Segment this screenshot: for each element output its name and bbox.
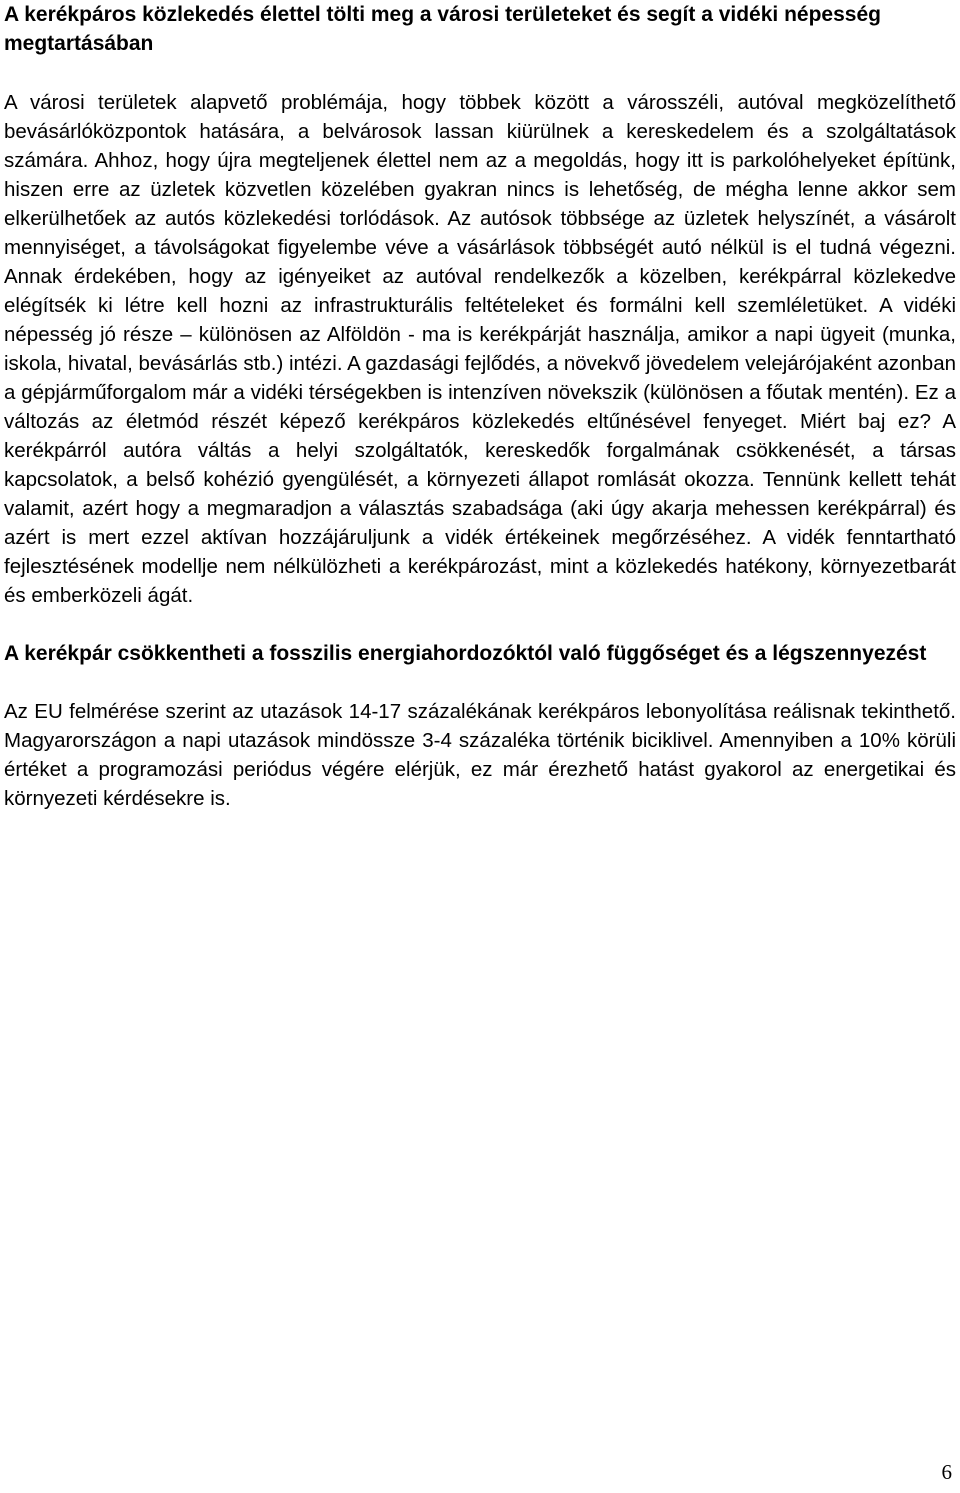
section-heading-fossil-fuels: A kerékpár csökkentheti a fosszilis energiahordozóktól való függőséget és a légszennyezést bbox=[4, 642, 927, 665]
section-heading-cycling-cities: A kerékpáros közlekedés élettel tölti meg a városi területeket és segít a vidéki népesség megtartásában bbox=[4, 3, 881, 55]
section-body-fossil-fuels: Az EU felmérése szerint az utazások 14-17 százalékának kerékpáros lebonyolítása reálisnak tekinthető. Magyarországon a napi utazások mindössze 3-4 százaléka történik biciklivel. Amennyiben a 10% körüli értéket a programozási periódus végére elérjük, ez már érezhető hatást gyakorol az energetikai és környezeti kérdésekre is. bbox=[4, 700, 956, 810]
section-body-cycling-cities: A városi területek alapvető problémája, hogy többek között a városszéli, autóval megközelíthető bevásárlóközpontok hatására, a belvárosok lassan kiürülnek a kereskedelem és a szolgáltatások számára. Ahhoz, hogy újra megteljenek élettel nem az a megoldás, hogy itt is parkolóhelyeket építünk, hiszen erre az üzletek közvetlen közelében gyakran nincs is lehetőség, de mégha lenne akkor sem elkerülhetőek az autós közlekedési torlódások. Az autósok többsége az üzletek helyszínét, a vásárolt mennyiséget, a távolságokat figyelembe véve a vásárlások többségét autó nélkül is el tudná végezni. Annak érdekében, hogy az igényeiket az autóval rendelkezők a közelben, kerékpárral közlekedve elégítsék ki létre kell hozni az infrastrukturális feltételeket és formálni kell szemléletüket. A vidéki népesség jó része – különösen az Alföldön - ma is kerékpárját használja, amikor a napi ügyeit (munka, iskola, hivatal, bevásárlás stb.) intézi. A gazdasági fejlődés, a növekvő jövedelem velejárójaként azonban a gépjárműforgalom már a vidéki térségekben is intenzíven növekszik (különösen a főutak mentén). Ez a változás az életmód részét képező kerékpáros közlekedés eltűnésével fenyeget. Miért baj ez? A kerékpárról autóra váltás a helyi szolgáltatók, kereskedők forgalmának csökkenését, a társas kapcsolatok, a belső kohézió gyengülését, a környezeti állapot romlását okozza. Tennünk kellett tehát valamit, azért hogy a megmaradjon a választás szabadsága (aki úgy akarja mehessen kerékpárral) és azért is mert ezzel aktívan hozzájáruljunk a vidék értékeinek megőrzéséhez. A vidék fenntartható fejlesztésének modellje nem nélkülözheti a kerékpározást, mint a közlekedés hatékony, környezetbarát és emberközeli ágát. bbox=[4, 91, 956, 607]
page-number: 6 bbox=[941, 1460, 952, 1484]
document-page bbox=[4, 0, 956, 813]
